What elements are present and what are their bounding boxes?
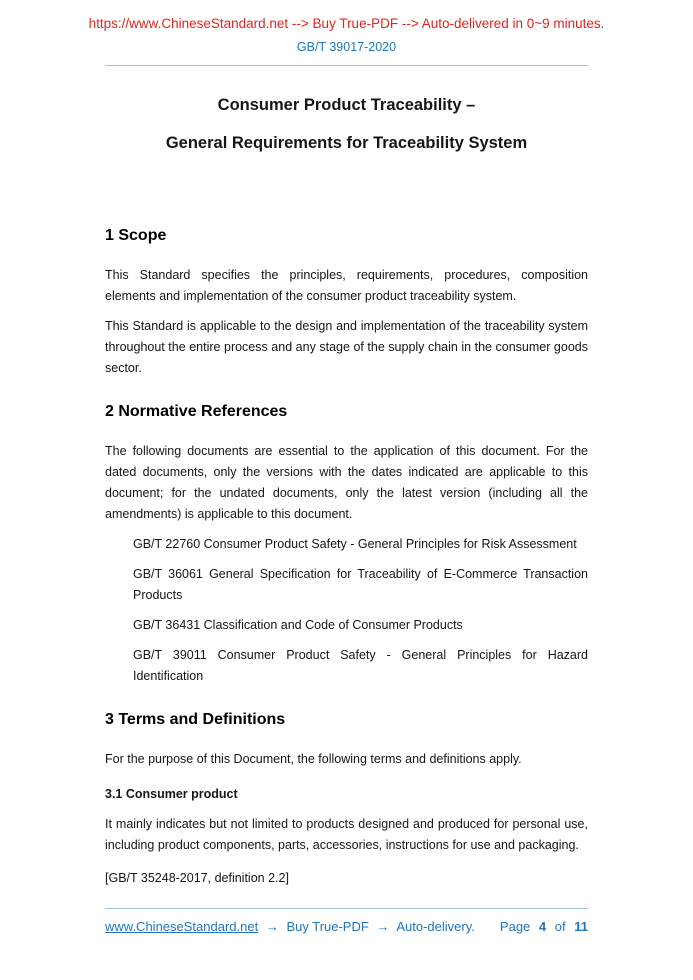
scope-paragraph-2: This Standard is applicable to the design and implementation of the traceability system throughout the entire process and any stage of the supply chain in the consumer goods sector. bbox=[105, 319, 588, 375]
page-header bbox=[88, 0, 605, 66]
reference-item: GB/T 39011 Consumer Product Safety - General Principles for Hazard Identification bbox=[133, 648, 588, 683]
page-current: 4 bbox=[538, 919, 547, 934]
doc-number: GB/T 39017-2020 bbox=[296, 40, 397, 54]
page-label: Page bbox=[499, 919, 531, 934]
section-3-heading: 3 Terms and Definitions bbox=[105, 711, 286, 728]
scope-paragraph-1: This Standard specifies the principles, requirements, procedures, composition elements and implementation of the consumer product traceability system. bbox=[105, 268, 588, 303]
footer-step-delivery: Auto-delivery. bbox=[396, 919, 475, 934]
reference-item: GB/T 36431 Classification and Code of Consumer Products bbox=[133, 618, 463, 632]
footer-row bbox=[105, 918, 588, 936]
terms-intro-paragraph: For the purpose of this Document, the following terms and definitions apply. bbox=[105, 752, 522, 766]
page-total: 11 bbox=[574, 919, 588, 934]
section-1-heading: 1 Scope bbox=[105, 227, 167, 244]
footer-site-link[interactable]: www.ChineseStandard.net bbox=[105, 919, 259, 934]
arrow-right-icon: → bbox=[376, 919, 390, 934]
title-line-1: Consumer Product Traceability – bbox=[217, 96, 476, 114]
reference-item: GB/T 36061 General Specification for Traceability of E-Commerce Transaction Products bbox=[133, 567, 588, 602]
footer-promo bbox=[105, 918, 479, 936]
term-3-1-definition: It mainly indicates but not limited to products designed and produced for personal use, including product components, parts, accessories, instructions for use and packaging. bbox=[105, 817, 588, 852]
page-of-label: of bbox=[554, 919, 566, 934]
page-indicator bbox=[495, 918, 588, 936]
title-line-2: General Requirements for Traceability System bbox=[165, 134, 528, 152]
footer-step-buy: Buy True-PDF bbox=[286, 919, 369, 934]
page-footer bbox=[105, 908, 588, 936]
document-title bbox=[105, 94, 588, 154]
normative-intro-paragraph: The following documents are essential to the application of this document. For the dated documents, only the versions with the dates indicated are applicable to this document; for the undated documents, only the latest version (including all the amendments) is applicable to this document. bbox=[105, 444, 588, 521]
term-3-1-source-citation: [GB/T 35248-2017, definition 2.2] bbox=[105, 871, 289, 885]
header-promo-link[interactable]: https://www.ChineseStandard.net --> Buy True-PDF --> Auto-delivered in 0~9 minutes. bbox=[88, 16, 605, 31]
section-2-heading: 2 Normative References bbox=[105, 403, 288, 420]
header-rule bbox=[105, 65, 588, 66]
reference-item: GB/T 22760 Consumer Product Safety - General Principles for Risk Assessment bbox=[133, 537, 577, 551]
footer-rule bbox=[105, 908, 588, 909]
term-3-1-heading: 3.1 Consumer product bbox=[105, 787, 238, 801]
arrow-right-icon: → bbox=[265, 919, 279, 934]
